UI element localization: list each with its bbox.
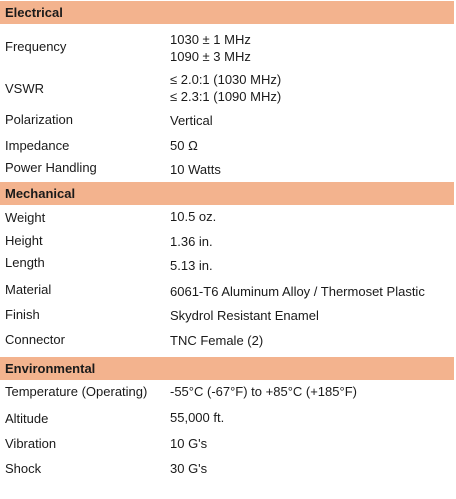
spec-row-impedance [0,136,454,156]
spec-row-altitude [0,410,454,430]
spec-value: Skydrol Resistant Enamel [170,308,319,323]
spec-value: 1.36 in. [170,234,213,249]
spec-value-line: ≤ 2.3:1 (1090 MHz) [170,89,282,104]
spec-value: 55,000 ft. [170,410,225,425]
spec-row-temperature [0,384,454,404]
spec-label: Material [5,282,52,297]
spec-row-vibration [0,435,454,455]
spec-value: TNC Female (2) [170,333,264,348]
spec-label: Shock [5,461,42,476]
spec-label: Impedance [5,138,70,153]
spec-row-length [0,255,454,275]
spec-label: Temperature (Operating) [5,384,148,399]
spec-label: Length [5,255,45,270]
spec-value-line: 1030 ± 1 MHz [170,32,251,47]
spec-value [170,31,251,65]
spec-label: Finish [5,307,40,322]
spec-label: Weight [5,210,46,225]
spec-value: 10 G's [170,436,208,451]
spec-label: Frequency [5,39,67,54]
spec-row-material [0,282,454,302]
spec-label: Vibration [5,436,57,451]
spec-row-frequency [0,31,454,65]
spec-value: 50 Ω [170,138,198,153]
spec-label: Height [5,233,43,248]
spec-row-weight [0,209,454,229]
spec-value: 30 G's [170,461,208,476]
spec-row-power-handling [0,159,454,179]
spec-value: 5.13 in. [170,258,213,273]
section-header-environmental: Environmental [0,356,454,380]
spec-label: VSWR [5,81,44,96]
spec-value: 10 Watts [170,162,221,177]
section-header-electrical: Electrical [0,0,454,24]
spec-value-line: ≤ 2.0:1 (1030 MHz) [170,72,282,87]
spec-value: 10.5 oz. [170,209,217,224]
section-header-mechanical: Mechanical [0,181,454,205]
spec-label: Connector [5,332,65,347]
spec-value: Vertical [170,113,213,128]
spec-value-line: 1090 ± 3 MHz [170,49,251,64]
spec-label: Altitude [5,411,49,426]
spec-value [170,71,281,105]
spec-row-connector [0,332,454,352]
spec-value: 6061-T6 Aluminum Alloy / Thermoset Plastic [170,284,425,299]
spec-row-height [0,233,454,253]
spec-label: Power Handling [5,160,97,175]
spec-row-polarization [0,111,454,131]
spec-row-shock [0,460,454,480]
spec-value: -55°C (-67°F) to +85°C (+185°F) [170,384,357,399]
spec-row-vswr [0,71,454,105]
spec-label: Polarization [5,112,73,127]
spec-row-finish [0,307,454,327]
